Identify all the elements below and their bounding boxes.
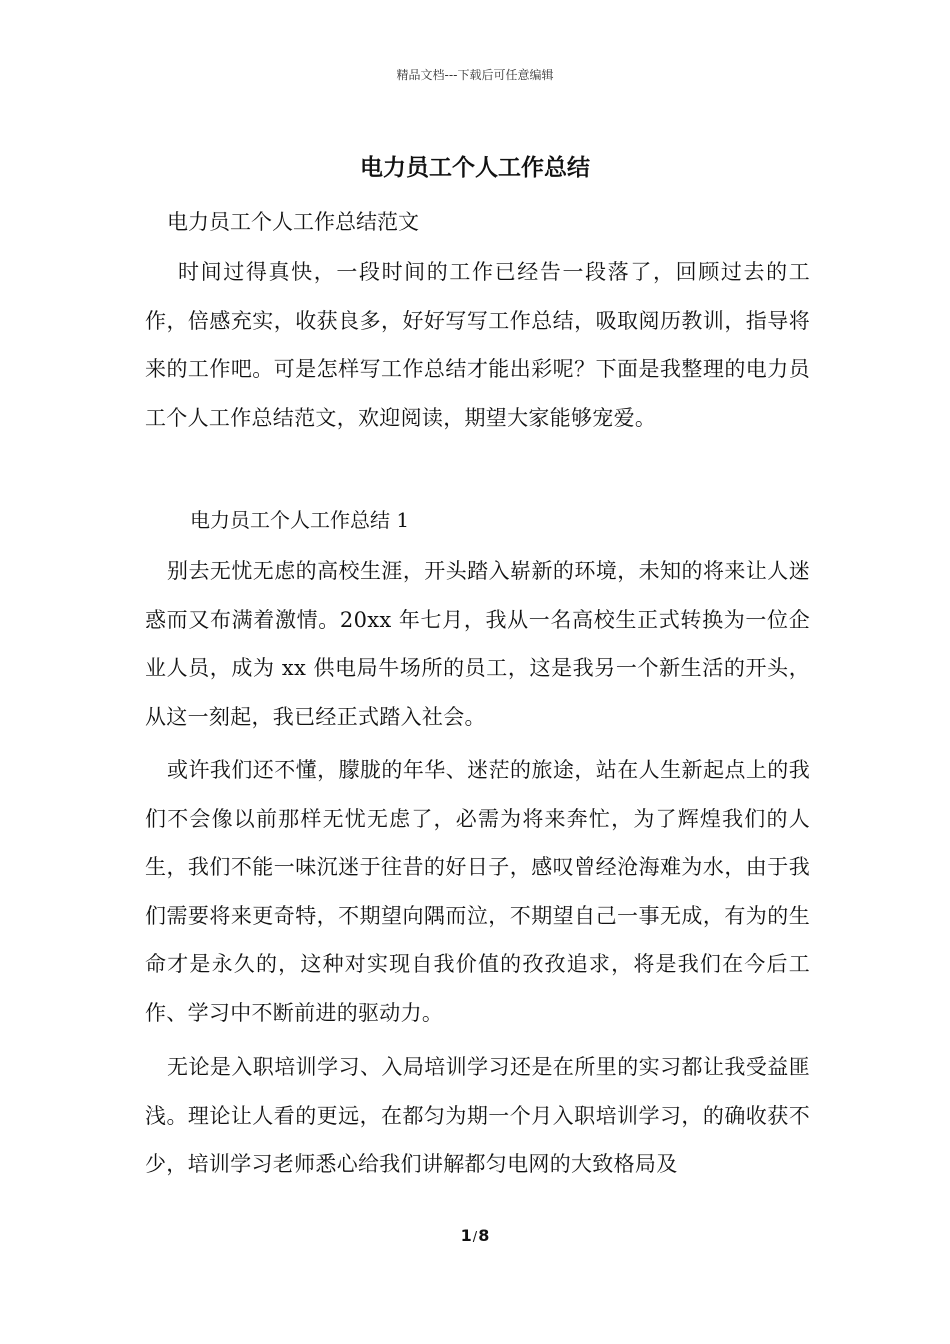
intro-paragraph: 时间过得真快，一段时间的工作已经告一段落了，回顾过去的工作，倍感充实，收获良多，好好写写工作总结，吸取阅历教训，指导将来的工作吧。可是怎样写工作总结才能出彩呢？下面是我整理的电力员工个人工作总结范文，欢迎阅读，期望大家能够宠爱。 (145, 260, 810, 430)
body-paragraph: 或许我们还不懂，朦胧的年华、迷茫的旅途，站在人生新起点上的我们不会像以前那样无忧无虑了，必需为将来奔忙，为了辉煌我们的人生，我们不能一味沉迷于往昔的好日子，感叹曾经沧海难为水，由于我们需要将来更奇特，不期望向隅而泣，不期望自己一事无成，有为的生命才是永久的，这种对实现自我价值的孜孜追求，将是我们在今后工作、学习中不断前进的驱动力。 (145, 758, 810, 1025)
page-number (0, 1226, 950, 1248)
body-paragraph: 别去无忧无虑的高校生涯，开头踏入崭新的环境，未知的将来让人迷惑而又布满着激情。20xx 年七月，我从一名高校生正式转换为一位企业人员，成为 xx 供电局牛场所的员工，这是我另一个新生活的开头，从这一刻起，我已经正式踏入社会。 (145, 559, 810, 729)
body-paragraph: 无论是入职培训学习、入局培训学习还是在所里的实习都让我受益匪浅。理论让人看的更远，在都匀为期一个月入职培训学习，的确收获不少，培训学习老师悉心给我们讲解都匀电网的大致格局及 (145, 1055, 810, 1177)
current-page: 1 (460, 1226, 472, 1245)
page-separator: / (472, 1230, 478, 1245)
page-header: 精品文档---下载后可任意编辑 (396, 68, 554, 82)
total-pages: 8 (478, 1226, 490, 1245)
document-title: 电力员工个人工作总结 (360, 154, 590, 181)
document-subtitle: 电力员工个人工作总结范文 (167, 210, 419, 234)
section-heading: 电力员工个人工作总结 1 (190, 508, 410, 532)
